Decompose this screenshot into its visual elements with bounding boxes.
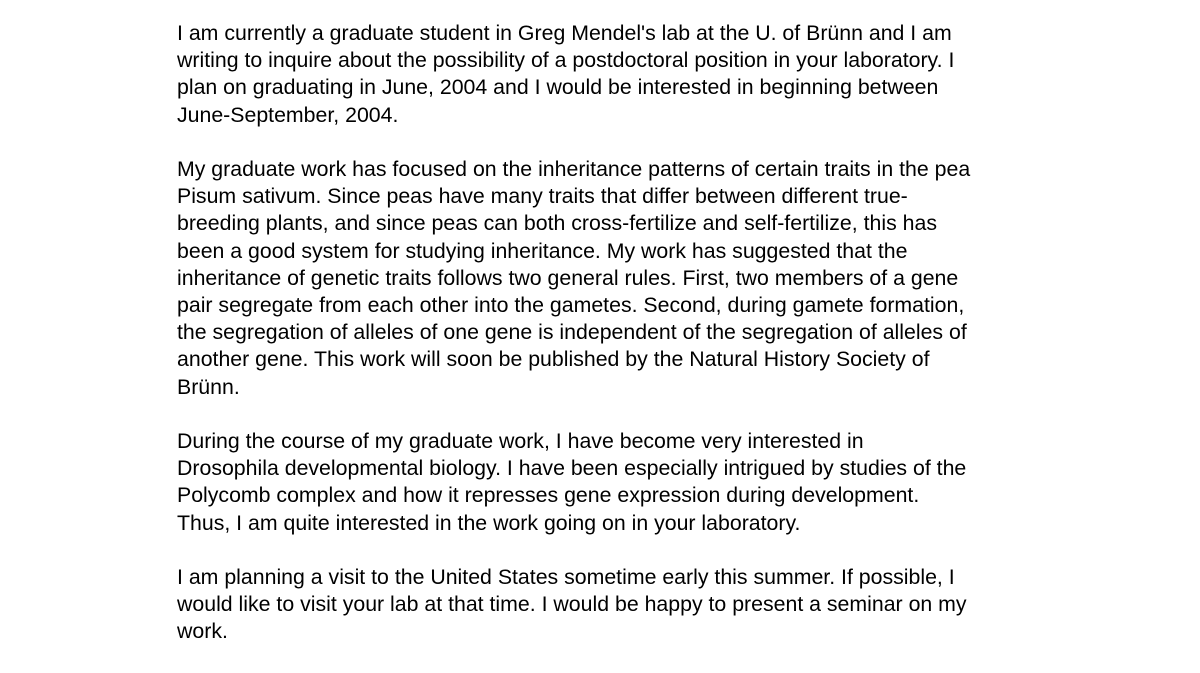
text-line: work. [177, 619, 228, 644]
letter-body [177, 20, 1177, 673]
text-line: would like to visit your lab at that time. I would be happy to present a seminar on my [177, 592, 967, 617]
text-line: Pisum sativum. Since peas have many traits that differ between different true- [177, 184, 908, 209]
text-line: Thus, I am quite interested in the work going on in your laboratory. [177, 510, 801, 535]
text-line: June-September, 2004. [177, 102, 399, 127]
text-line: plan on graduating in June, 2004 and I would be interested in beginning between [177, 75, 939, 100]
text-line: the segregation of alleles of one gene is independent of the segregation of alleles of [177, 320, 967, 345]
text-line: I am currently a graduate student in Greg Mendel's lab at the U. of Brünn and I am [177, 21, 952, 45]
text-line: My graduate work has focused on the inheritance patterns of certain traits in the pea [177, 157, 971, 181]
text-line: another gene. This work will soon be published by the Natural History Society of [177, 347, 930, 372]
text-line: Drosophila developmental biology. I have been especially intrigued by studies of the [177, 456, 967, 481]
text-line: breeding plants, and since peas can both cross-fertilize and self-fertilize, this has [177, 211, 937, 236]
paragraph-visit [177, 564, 1177, 646]
text-line: During the course of my graduate work, I have become very interested in [177, 429, 864, 454]
paragraph-research-interest [177, 428, 1177, 537]
paragraph-graduate-work [177, 156, 1177, 401]
text-line: inheritance of genetic traits follows two general rules. First, two members of a gene [177, 265, 959, 290]
paragraph-inquiry [177, 20, 1177, 129]
text-line: writing to inquire about the possibility of a postdoctoral position in your laboratory. I [177, 48, 955, 73]
text-line: Brünn. [177, 374, 240, 399]
text-line: I am planning a visit to the United States sometime early this summer. If possible, I [177, 565, 955, 590]
text-line: Polycomb complex and how it represses gene expression during development. [177, 483, 920, 508]
text-line: been a good system for studying inheritance. My work has suggested that the [177, 238, 908, 263]
text-line: pair segregate from each other into the gametes. Second, during gamete formation, [177, 293, 965, 318]
